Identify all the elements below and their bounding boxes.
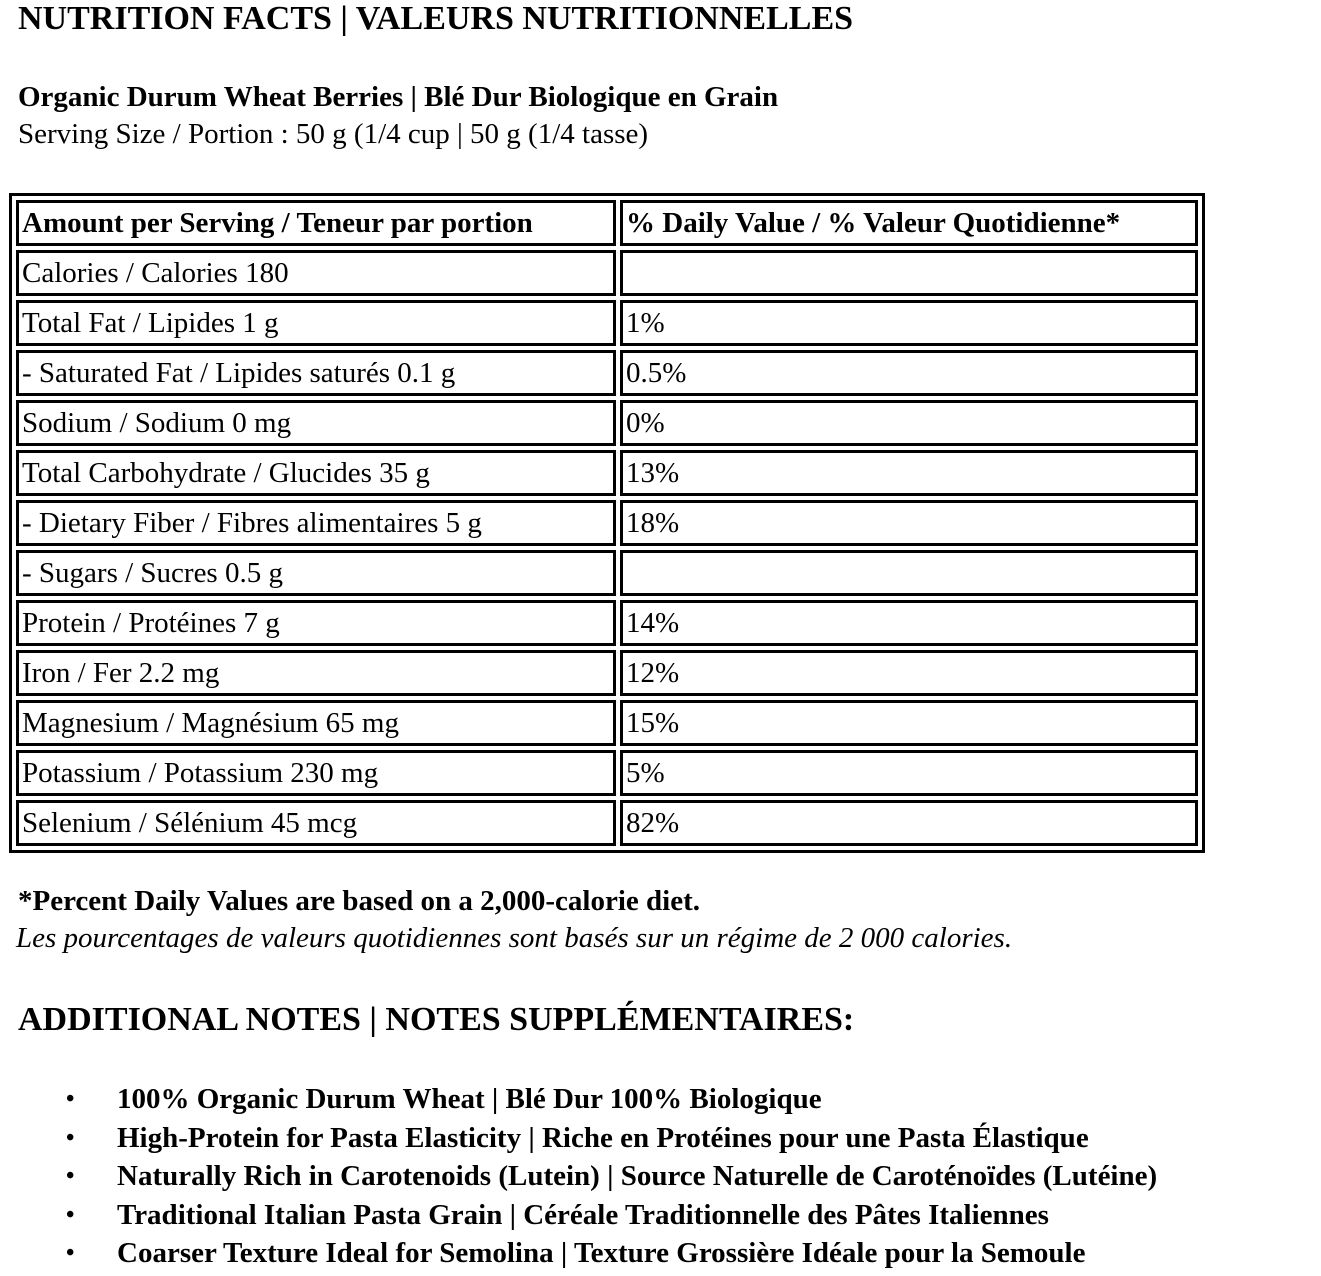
list-item: [0, 1080, 1157, 1119]
nutrient-cell: Iron / Fer 2.2 mg: [16, 650, 616, 696]
daily-value-cell: 18%: [620, 500, 1198, 546]
nutrient-cell: Total Carbohydrate / Glucides 35 g: [16, 450, 616, 496]
footnote-english: *Percent Daily Values are based on a 2,000-calorie diet.: [18, 885, 700, 917]
nutrient-cell: Sodium / Sodium 0 mg: [16, 400, 616, 446]
daily-value-cell: 0%: [620, 400, 1198, 446]
footnote-french: Les pourcentages de valeurs quotidiennes sont basés sur un régime de 2 000 calories.: [16, 922, 1013, 954]
daily-value-cell: [620, 550, 1198, 596]
daily-value-cell: 12%: [620, 650, 1198, 696]
nutrient-cell: - Dietary Fiber / Fibres alimentaires 5 g: [16, 500, 616, 546]
list-item: [0, 1196, 1157, 1235]
notes-heading: ADDITIONAL NOTES | NOTES SUPPLÉMENTAIRES:: [18, 1001, 855, 1038]
table-row: [16, 700, 1198, 746]
table-row: [16, 250, 1198, 296]
note-text: Naturally Rich in Carotenoids (Lutein) | Source Naturelle de Caroténoïdes (Lutéine): [117, 1160, 1158, 1192]
daily-value-cell: 1%: [620, 300, 1198, 346]
table-header-row: [16, 200, 1198, 246]
note-text: High-Protein for Pasta Elasticity | Riche en Protéines pour une Pasta Élastique: [117, 1121, 1089, 1154]
daily-value-cell: 14%: [620, 600, 1198, 646]
table-row: [16, 550, 1198, 596]
list-item: [0, 1119, 1157, 1158]
table-row: [16, 400, 1198, 446]
table-row: [16, 300, 1198, 346]
notes-list: [0, 1080, 1157, 1273]
header-amount-per-serving: Amount per Serving / Teneur par portion: [16, 200, 616, 246]
nutrient-cell: Total Fat / Lipides 1 g: [16, 300, 616, 346]
table-row: [16, 450, 1198, 496]
product-name: Organic Durum Wheat Berries | Blé Dur Biologique en Grain: [18, 81, 779, 113]
bullet-icon: •: [66, 1163, 75, 1189]
serving-size: Serving Size / Portion : 50 g (1/4 cup | 50 g (1/4 tasse): [18, 118, 649, 150]
table-row: [16, 800, 1198, 846]
list-item: [0, 1157, 1157, 1196]
table-row: [16, 750, 1198, 796]
nutrient-cell: Selenium / Sélénium 45 mcg: [16, 800, 616, 846]
page-title: NUTRITION FACTS | VALEURS NUTRITIONNELLES: [18, 0, 854, 37]
list-item: [0, 1234, 1157, 1273]
nutrient-cell: Calories / Calories 180: [16, 250, 616, 296]
nutrition-table: [9, 193, 1205, 853]
note-text: Traditional Italian Pasta Grain | Céréale Traditionnelle des Pâtes Italiennes: [117, 1198, 1049, 1231]
table-row: [16, 650, 1198, 696]
daily-value-cell: 13%: [620, 450, 1198, 496]
daily-value-cell: 15%: [620, 700, 1198, 746]
nutrient-cell: Potassium / Potassium 230 mg: [16, 750, 616, 796]
daily-value-cell: 5%: [620, 750, 1198, 796]
table-row: [16, 500, 1198, 546]
nutrient-cell: - Sugars / Sucres 0.5 g: [16, 550, 616, 596]
note-text: Coarser Texture Ideal for Semolina | Texture Grossière Idéale pour la Semoule: [117, 1237, 1086, 1269]
nutrient-cell: Magnesium / Magnésium 65 mg: [16, 700, 616, 746]
table-row: [16, 350, 1198, 396]
nutrient-cell: - Saturated Fat / Lipides saturés 0.1 g: [16, 350, 616, 396]
daily-value-cell: 82%: [620, 800, 1198, 846]
bullet-icon: •: [66, 1201, 75, 1228]
note-text: 100% Organic Durum Wheat | Blé Dur 100% Biologique: [117, 1083, 822, 1115]
bullet-icon: •: [66, 1240, 75, 1266]
bullet-icon: •: [66, 1086, 75, 1112]
daily-value-cell: [620, 250, 1198, 296]
header-daily-value: % Daily Value / % Valeur Quotidienne*: [620, 200, 1198, 246]
table-row: [16, 600, 1198, 646]
nutrient-cell: Protein / Protéines 7 g: [16, 600, 616, 646]
bullet-icon: •: [66, 1124, 75, 1151]
daily-value-cell: 0.5%: [620, 350, 1198, 396]
